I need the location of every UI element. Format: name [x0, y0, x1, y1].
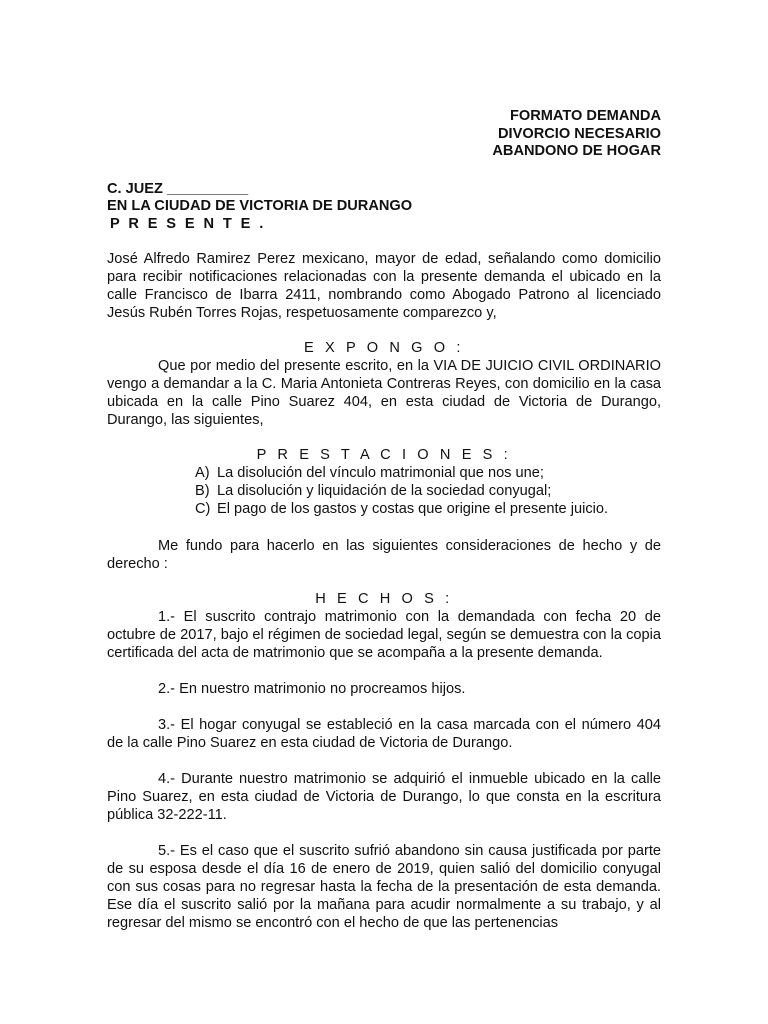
- list-item-text: La disolución del vínculo matrimonial que nos une;: [217, 465, 544, 481]
- list-item: [195, 482, 661, 500]
- prestaciones-title: P R E S T A C I O N E S :: [256, 447, 512, 463]
- expongo-paragraph: Que por medio del presente escrito, en la VIA DE JUICIO CIVIL ORDINARIO vengo a demandar a la C. Maria Antonieta Contreras Reyes, con domicilio en la casa ubicada en la calle Pino Suarez 404, en esta ciudad de Victoria de Durango, Durango, las siguientes,: [107, 358, 661, 428]
- addressee-block: [107, 181, 661, 234]
- hecho-paragraph-2: 2.- En nuestro matrimonio no procreamos hijos.: [158, 681, 466, 697]
- prestaciones-list: [107, 464, 661, 518]
- hecho-paragraph-3: 3.- El hogar conyugal se estableció en la casa marcada con el número 404 de la calle Pino Suarez en esta ciudad de Victoria de Durango.: [107, 717, 661, 751]
- fundamento-paragraph: Me fundo para hacerlo en las siguientes consideraciones de hecho y de derecho :: [107, 538, 661, 572]
- list-item: [195, 464, 661, 482]
- expongo-title: E X P O N G O :: [304, 340, 464, 356]
- list-item-letter: B): [195, 483, 210, 499]
- addressee-city: EN LA CIUDAD DE VICTORIA DE DURANGO: [107, 198, 413, 214]
- hecho-paragraph-1: 1.- El suscrito contrajo matrimonio con la demandada con fecha 20 de octubre de 2017, bajo el régimen de sociedad legal, según se demuestra con la copia certificada del acta de matrimonio que se acompaña a la presente demanda.: [107, 609, 661, 661]
- document-header: [107, 108, 661, 161]
- header-line-2: DIVORCIO NECESARIO: [498, 125, 661, 142]
- list-item: [195, 500, 661, 518]
- list-item-letter: A): [195, 465, 210, 481]
- addressee-judge: C. JUEZ __________: [107, 180, 249, 197]
- hecho-paragraph-4: 4.- Durante nuestro matrimonio se adquirió el inmueble ubicado en la calle Pino Suarez, en esta ciudad de Victoria de Durango, lo que consta en la escritura pública 32-222-11.: [107, 771, 661, 823]
- header-line-1: FORMATO DEMANDA: [509, 108, 661, 124]
- addressee-present: P R E S E N T E .: [110, 215, 266, 232]
- hecho-paragraph-5: 5.- Es el caso que el suscrito sufrió abandono sin causa justificada por parte de su esposa desde el día 16 de enero de 2019, quien salió del domicilio conyugal con sus cosas para no regresar hasta la fecha de la presentación de esta demanda. Ese día el suscrito salió por la mañana para acudir normalmente a su trabajo, y al regresar del mismo se encontró con el hecho de que las pertenencias: [107, 843, 661, 931]
- hechos-title: H E C H O S :: [315, 591, 453, 607]
- list-item-text: La disolución y liquidación de la sociedad conyugal;: [217, 483, 552, 499]
- document-page: [107, 108, 661, 932]
- intro-paragraph: José Alfredo Ramirez Perez mexicano, mayor de edad, señalando como domicilio para recibir notificaciones relacionadas con la presente demanda el ubicado en la calle Francisco de Ibarra 2411, nombrando como Abogado Patrono al licenciado Jesús Rubén Torres Rojas, respetuosamente comparezco y,: [107, 251, 661, 321]
- header-line-3: ABANDONO DE HOGAR: [492, 143, 661, 159]
- list-item-letter: C): [195, 501, 211, 517]
- list-item-text: El pago de los gastos y costas que origine el presente juicio.: [217, 501, 609, 517]
